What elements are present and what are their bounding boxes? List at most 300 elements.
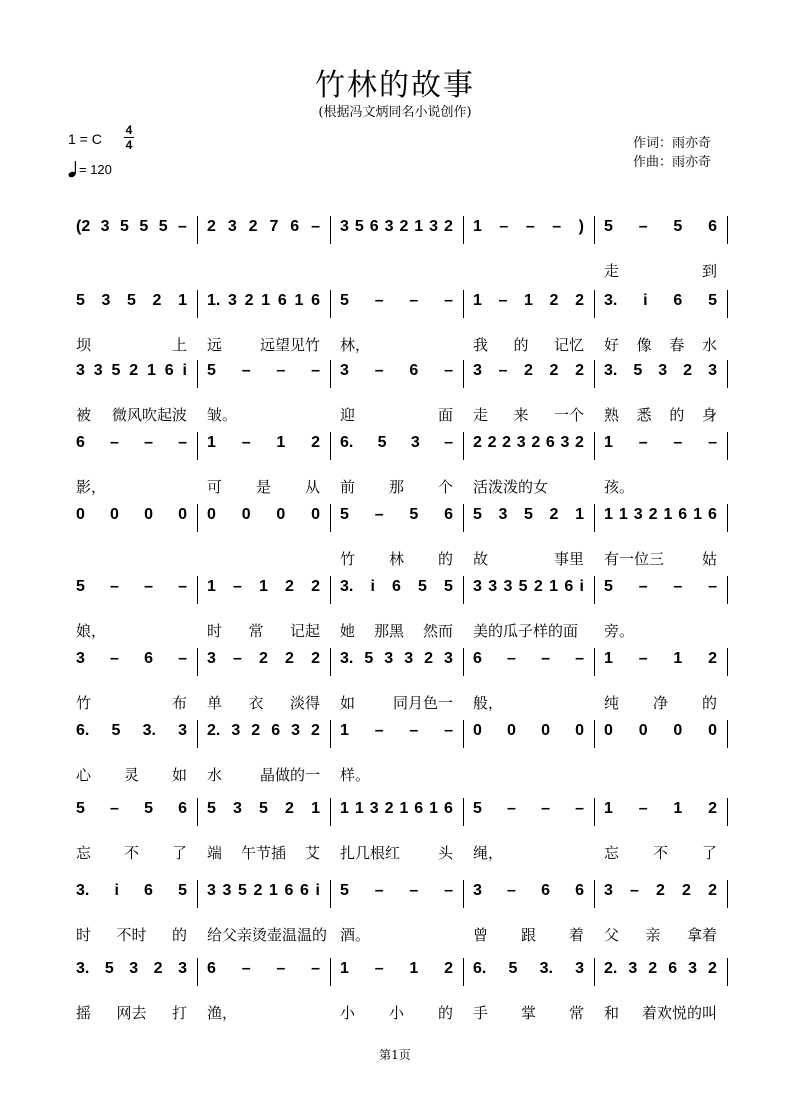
- lyric: 记起: [289, 622, 320, 640]
- note: –: [276, 362, 286, 379]
- lyric-line: [596, 924, 725, 945]
- note: 2: [244, 292, 254, 309]
- barline: [727, 576, 728, 604]
- lyric: 悉: [636, 406, 652, 424]
- time-signature: [124, 124, 134, 151]
- note: 3: [633, 506, 643, 523]
- lyric-line: [596, 476, 725, 497]
- note: –: [409, 292, 419, 309]
- note: 6: [444, 800, 453, 817]
- score-line: [0, 958, 790, 1046]
- note: –: [638, 578, 648, 595]
- note: –: [638, 800, 648, 817]
- note: 1: [259, 578, 268, 595]
- note: 1: [340, 722, 349, 739]
- barline: [197, 216, 198, 244]
- note-group: [332, 650, 461, 668]
- barline: [330, 720, 331, 748]
- note: –: [444, 882, 453, 899]
- note: 5: [76, 578, 85, 595]
- note: 6: [207, 960, 216, 977]
- lyric-line: [465, 404, 592, 425]
- note: 5: [104, 960, 114, 977]
- lyric: 记忆: [553, 336, 584, 354]
- lyricist: 作词：雨亦奇: [633, 136, 712, 151]
- note: 6: [668, 960, 678, 977]
- note: –: [374, 960, 384, 977]
- lyric: 时: [76, 926, 92, 944]
- lyric: 不: [123, 844, 139, 862]
- lyric: 个: [437, 478, 453, 496]
- note: i: [114, 882, 119, 899]
- measure: [332, 958, 461, 1046]
- lyric: 的: [437, 550, 453, 568]
- note: 0: [76, 506, 85, 523]
- note: i: [182, 362, 187, 379]
- note: –: [144, 434, 153, 451]
- note: 3: [628, 960, 638, 977]
- barline: [594, 504, 595, 532]
- note: 1: [429, 800, 439, 817]
- lyric: 的: [513, 336, 529, 354]
- lyric: 头: [437, 844, 453, 862]
- lyric: 身: [701, 406, 717, 424]
- note: 0: [604, 722, 613, 739]
- note-group: [199, 292, 328, 310]
- note: –: [110, 650, 119, 667]
- note: –: [374, 882, 384, 899]
- barline: [727, 216, 728, 244]
- note: –: [444, 722, 453, 739]
- lyric: 拿着: [686, 926, 717, 944]
- note: 0: [638, 722, 648, 739]
- note: 5: [708, 292, 717, 309]
- note: 3: [688, 960, 698, 977]
- note: 5: [604, 578, 613, 595]
- lyric: 远: [207, 336, 223, 354]
- lyric-line: [596, 842, 725, 863]
- note: 2: [682, 882, 691, 899]
- note: 2: [399, 218, 409, 235]
- note: 3: [340, 218, 349, 235]
- note-group: [68, 578, 195, 596]
- note: 5: [111, 362, 121, 379]
- note-group: [465, 800, 592, 818]
- note: 3.: [539, 960, 553, 977]
- lyric-line: [68, 842, 195, 863]
- lyric: 熟: [604, 406, 620, 424]
- lyric: 迎: [340, 406, 356, 424]
- barline: [330, 504, 331, 532]
- barline: [594, 720, 595, 748]
- note: 1: [604, 650, 613, 667]
- barline: [594, 958, 595, 986]
- note: 2: [708, 960, 717, 977]
- note: 3: [76, 362, 85, 379]
- key-signature: 1 = C: [68, 131, 102, 147]
- note: –: [444, 362, 453, 379]
- lyric: 事里: [553, 550, 584, 568]
- lyric: 和: [604, 1004, 620, 1022]
- lyric: 坝: [76, 336, 92, 354]
- lyric-line: [68, 334, 195, 355]
- note: 2: [207, 218, 216, 235]
- barline: [197, 432, 198, 460]
- note: –: [311, 960, 320, 977]
- note-group: [332, 434, 461, 452]
- barline: [727, 360, 728, 388]
- lyric: 给父亲烫壶温温的: [207, 926, 328, 944]
- note-group: [332, 722, 461, 740]
- note: i: [315, 882, 320, 899]
- lyric: 小: [340, 1004, 356, 1022]
- note: –: [233, 578, 242, 595]
- note: 1: [294, 292, 304, 309]
- note: 3: [231, 722, 241, 739]
- lyric: 忘: [76, 844, 92, 862]
- lyric: 晶做的一: [259, 766, 320, 784]
- note: 2: [708, 800, 717, 817]
- lyric: 打: [171, 1004, 187, 1022]
- note: 1: [604, 434, 613, 451]
- note: 6: [311, 292, 320, 309]
- barline: [197, 648, 198, 676]
- note: 6: [545, 434, 555, 451]
- barline: [197, 360, 198, 388]
- note: 2: [259, 650, 268, 667]
- note: 6: [409, 362, 419, 379]
- note: 2.: [604, 960, 618, 977]
- measure: [596, 880, 725, 968]
- lyric: 单: [207, 694, 223, 712]
- note: 5: [364, 650, 374, 667]
- note: –: [552, 218, 562, 235]
- note: 6: [164, 362, 174, 379]
- note-group: [199, 800, 328, 818]
- note: 2: [502, 434, 512, 451]
- note: –: [507, 882, 516, 899]
- lyric-line: [199, 1002, 328, 1023]
- lyric-line: [596, 404, 725, 425]
- lyric-line: [332, 764, 461, 785]
- lyric: 上: [171, 336, 187, 354]
- note-group: [199, 362, 328, 380]
- lyric: 绳，: [473, 844, 504, 862]
- note: 6: [392, 578, 401, 595]
- note: 3: [575, 960, 584, 977]
- note: 2: [656, 882, 665, 899]
- note: –: [241, 362, 251, 379]
- note-group: [465, 650, 592, 668]
- note: 5: [409, 506, 419, 523]
- note: 6: [290, 218, 300, 235]
- note: 6: [564, 578, 574, 595]
- lyric: 的: [701, 694, 717, 712]
- lyric: 林: [388, 550, 404, 568]
- barline: [197, 576, 198, 604]
- barline: [463, 880, 464, 908]
- note: 0: [241, 506, 251, 523]
- lyric-line: [596, 1002, 725, 1023]
- note: 2: [575, 292, 584, 309]
- measure: [596, 798, 725, 886]
- song-subtitle: (根据冯文炳同名小说创作): [318, 105, 472, 120]
- note: i: [370, 578, 375, 595]
- lyric-line: [199, 924, 328, 945]
- note: 6: [673, 292, 683, 309]
- note: 2: [253, 882, 263, 899]
- note: 3.: [604, 292, 618, 309]
- note: 0: [673, 722, 683, 739]
- lyric-line: [332, 334, 461, 355]
- measure: [199, 720, 328, 808]
- note: –: [374, 362, 384, 379]
- note-group: [68, 650, 195, 668]
- lyric-line: [199, 764, 328, 785]
- lyric: 有一位三: [604, 550, 665, 568]
- note: 3: [207, 882, 216, 899]
- note: 1: [414, 218, 424, 235]
- note: 3.: [142, 722, 156, 739]
- note-group: [596, 882, 725, 900]
- measure: [332, 880, 461, 968]
- note: 0: [507, 722, 516, 739]
- note: –: [498, 362, 508, 379]
- note: 2: [533, 578, 543, 595]
- meter-bottom: 4: [125, 138, 133, 152]
- note: 2: [311, 650, 320, 667]
- lyric: 不: [652, 844, 668, 862]
- note: –: [708, 578, 717, 595]
- lyric: 走: [604, 262, 620, 280]
- note: 5: [207, 800, 216, 817]
- note: 3: [503, 578, 513, 595]
- note: 0: [178, 506, 187, 523]
- barline: [594, 648, 595, 676]
- note-group: [68, 362, 195, 380]
- barline: [463, 958, 464, 986]
- note-group: [465, 960, 592, 978]
- note: –: [241, 960, 251, 977]
- note: –: [507, 800, 516, 817]
- note: 3: [227, 218, 237, 235]
- barline: [727, 798, 728, 826]
- lyric-line: [68, 924, 195, 945]
- quarter-note-icon: [68, 160, 77, 178]
- lyric: 掌: [520, 1004, 536, 1022]
- lyric-line: [596, 548, 725, 569]
- note: 5: [518, 578, 528, 595]
- note: 3: [473, 882, 482, 899]
- measure: [332, 798, 461, 886]
- lyric: 的: [171, 926, 187, 944]
- note: –: [233, 650, 242, 667]
- lyric: 的: [669, 406, 685, 424]
- measure: [332, 720, 461, 808]
- note: 1.: [207, 292, 221, 309]
- lyric: 了: [171, 844, 187, 862]
- note: 3.: [340, 578, 354, 595]
- barline: [727, 290, 728, 318]
- note-group: [199, 650, 328, 668]
- note: 2: [248, 218, 258, 235]
- barline: [197, 720, 198, 748]
- note: 6.: [76, 722, 90, 739]
- lyric-line: [68, 764, 195, 785]
- lyric: 布: [171, 694, 187, 712]
- note-group: [596, 800, 725, 818]
- note: –: [444, 292, 453, 309]
- note: 0: [276, 506, 286, 523]
- lyric: 端: [207, 844, 223, 862]
- lyric: 如: [340, 694, 356, 712]
- lyric: 从: [304, 478, 320, 496]
- note: 6: [369, 218, 379, 235]
- note-group: [465, 218, 592, 236]
- lyric-line: [199, 476, 328, 497]
- note: –: [178, 218, 187, 235]
- note: 6: [414, 800, 424, 817]
- lyric-line: [68, 692, 195, 713]
- note: 2: [311, 722, 320, 739]
- lyric-line: [199, 692, 328, 713]
- barline: [594, 290, 595, 318]
- barline: [463, 720, 464, 748]
- lyric-line: [332, 924, 461, 945]
- note: –: [178, 434, 187, 451]
- lyric: 时: [207, 622, 223, 640]
- note: 2: [285, 578, 294, 595]
- lyric-line: [332, 548, 461, 569]
- lyric-line: [332, 692, 461, 713]
- note: 0: [575, 722, 584, 739]
- note-group: [465, 292, 592, 310]
- note: –: [178, 578, 187, 595]
- lyric: 灵: [123, 766, 139, 784]
- measure: [465, 880, 592, 968]
- note: 3: [516, 434, 526, 451]
- note: 3.: [76, 960, 90, 977]
- barline: [197, 958, 198, 986]
- lyric: 了: [701, 844, 717, 862]
- note: –: [498, 292, 508, 309]
- note: 6: [271, 722, 281, 739]
- lyric: 活泼泼的女: [473, 478, 549, 496]
- note: –: [374, 506, 384, 523]
- note: 2: [531, 434, 541, 451]
- barline: [197, 290, 198, 318]
- score-line: [0, 798, 790, 886]
- lyric-line: [596, 692, 725, 713]
- note: –: [409, 882, 419, 899]
- note: 1: [399, 800, 409, 817]
- lyric: 水: [207, 766, 223, 784]
- lyric: 水: [701, 336, 717, 354]
- note: 2: [575, 434, 584, 451]
- note: –: [311, 218, 320, 235]
- barline: [727, 504, 728, 532]
- note: 6: [284, 882, 294, 899]
- barline: [197, 880, 198, 908]
- score-line: [0, 880, 790, 968]
- note: 5: [418, 578, 427, 595]
- note: 6: [444, 506, 453, 523]
- lyric: 竹: [340, 550, 356, 568]
- lyric: 摇: [76, 1004, 92, 1022]
- lyric: 前: [340, 478, 356, 496]
- note: –: [311, 362, 320, 379]
- note: –: [499, 218, 509, 235]
- note: 2: [708, 650, 717, 667]
- tempo-marking: [68, 160, 112, 178]
- note-group: [199, 578, 328, 596]
- note: 1: [147, 362, 156, 379]
- note: 2: [444, 960, 453, 977]
- note: 3: [207, 650, 216, 667]
- barline: [330, 648, 331, 676]
- note: –: [575, 800, 584, 817]
- measure: [465, 798, 592, 886]
- note: 2.: [207, 722, 221, 739]
- note: 6: [708, 506, 717, 523]
- lyric: 着欢悦的叫: [641, 1004, 717, 1022]
- note: ): [578, 218, 584, 235]
- lyric: 我: [473, 336, 489, 354]
- lyric: 美的瓜子样的面: [473, 622, 579, 640]
- note: 3: [404, 650, 414, 667]
- lyric-line: [332, 476, 461, 497]
- measure: [596, 958, 725, 1046]
- note: 3: [658, 362, 668, 379]
- note: –: [525, 218, 535, 235]
- note: 0: [144, 506, 153, 523]
- note-group: [332, 506, 461, 524]
- measure: [596, 720, 725, 808]
- note: –: [241, 434, 251, 451]
- lyric-line: [199, 404, 328, 425]
- lyric: 皱。: [207, 406, 238, 424]
- barline: [594, 798, 595, 826]
- note: 1: [604, 800, 613, 817]
- note: 1: [618, 506, 628, 523]
- measure: [68, 720, 195, 808]
- lyric: 娘，: [76, 622, 107, 640]
- note: 2: [311, 578, 320, 595]
- lyric: 心: [76, 766, 92, 784]
- note: 5: [76, 292, 85, 309]
- note: 3: [222, 882, 232, 899]
- note: 2: [153, 960, 163, 977]
- note: –: [444, 434, 453, 451]
- lyric-line: [465, 476, 592, 497]
- note-group: [332, 960, 461, 978]
- note: 6: [300, 882, 309, 899]
- note: 3: [178, 722, 187, 739]
- note: 5: [178, 882, 187, 899]
- note: 5: [340, 882, 349, 899]
- note-group: [68, 800, 195, 818]
- note: 3: [473, 362, 482, 379]
- barline: [463, 432, 464, 460]
- note-group: [332, 292, 461, 310]
- lyric-line: [199, 620, 328, 641]
- lyric: 春: [669, 336, 685, 354]
- note: 5: [633, 362, 643, 379]
- note: 5: [473, 506, 482, 523]
- note: 5: [340, 292, 349, 309]
- note: 5: [76, 800, 85, 817]
- note: 5: [158, 218, 168, 235]
